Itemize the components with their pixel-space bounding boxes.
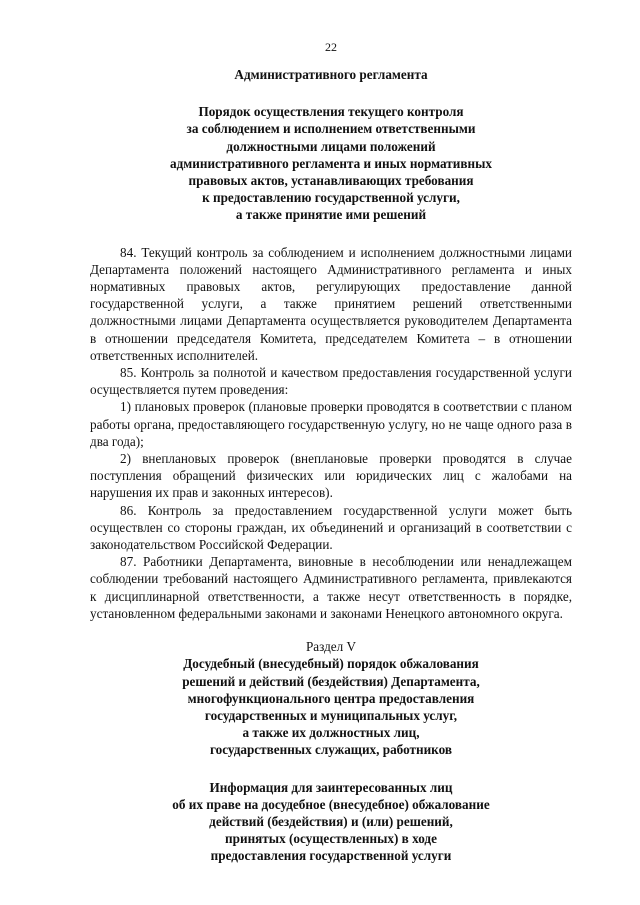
info-heading-line: об их праве на досудебное (внесудебное) обжалование xyxy=(172,796,490,812)
info-heading xyxy=(90,779,572,865)
control-heading-line: административного регламента и иных нормативных xyxy=(170,155,492,171)
info-heading-line: Информация для заинтересованных лиц xyxy=(209,779,453,795)
paragraph-85-item-2: 2) внеплановых проверок (внеплановые проверки проводятся в случае поступления обращений физических или юридических лиц с жалобами на нарушения их прав и законных интересов). xyxy=(90,451,572,501)
control-heading xyxy=(90,103,572,223)
control-heading-line: к предоставлению государственной услуги, xyxy=(202,190,460,206)
section-label: Раздел V xyxy=(305,639,357,655)
control-heading-line: правовых актов, устанавливающих требования xyxy=(188,173,474,189)
section-heading-line: Досудебный (внесудебный) порядок обжалования xyxy=(183,656,479,672)
control-heading-line: должностными лицами положений xyxy=(226,138,436,154)
paragraph-86: 86. Контроль за предоставлением государственной услуги может быть осуществлен со стороны граждан, их объединений и организаций в соответствии с законодательством Российской Федерации. xyxy=(90,502,572,553)
paragraph-84: 84. Текущий контроль за соблюдением и исполнением должностными лицами Департамента положений настоящего Административного регламента и иных нормативных правовых актов, регулирующих предоставление данной государственной услуги, а также принятием решений ответственными должностными лицами Департамента осуществляется руководителем Департамента в отношении председателя Комитета, председателем Комитета – в отношении ответственных исполнителей. xyxy=(90,244,572,363)
control-heading-line: Порядок осуществления текущего контроля xyxy=(198,104,464,120)
info-heading-line: принятых (осуществленных) в ходе xyxy=(225,831,437,847)
control-heading-line: а также принятие ими решений xyxy=(235,207,427,223)
section-heading xyxy=(90,655,572,758)
paragraph-87: 87. Работники Департамента, виновные в несоблюдении или ненадлежащем соблюдении требований настоящего Административного регламента, привлекаются к дисциплинарной ответственности, а также несут ответственность в порядке, установленном федеральными законами и законами Ненецкого автономного округа. xyxy=(90,554,572,621)
section-heading-line: решений и действий (бездействия) Департамента, xyxy=(182,673,480,689)
info-heading-line: действий (бездействия) и (или) решений, xyxy=(209,813,453,829)
section-heading-line: многофункционального центра предоставления xyxy=(187,690,475,706)
control-heading-line: за соблюдением и исполнением ответственными xyxy=(186,121,476,137)
section-heading-line: государственных служащих, работников xyxy=(210,742,452,758)
section-heading-line: а также их должностных лиц, xyxy=(242,725,420,741)
info-heading-line: предоставления государственной услуги xyxy=(210,848,452,864)
paragraph-85-item-1: 1) плановых проверок (плановые проверки проводятся в соответствии с планом работы органа, предоставляющего государственную услугу, но не чаще одного раза в два года); xyxy=(90,399,572,449)
top-heading: Административного регламента xyxy=(234,67,428,82)
page-number: 22 xyxy=(325,40,337,54)
paragraph-85: 85. Контроль за полнотой и качеством предоставления государственной услуги осуществляется путем проведения: xyxy=(90,365,572,398)
section-heading-line: государственных и муниципальных услуг, xyxy=(204,707,458,723)
